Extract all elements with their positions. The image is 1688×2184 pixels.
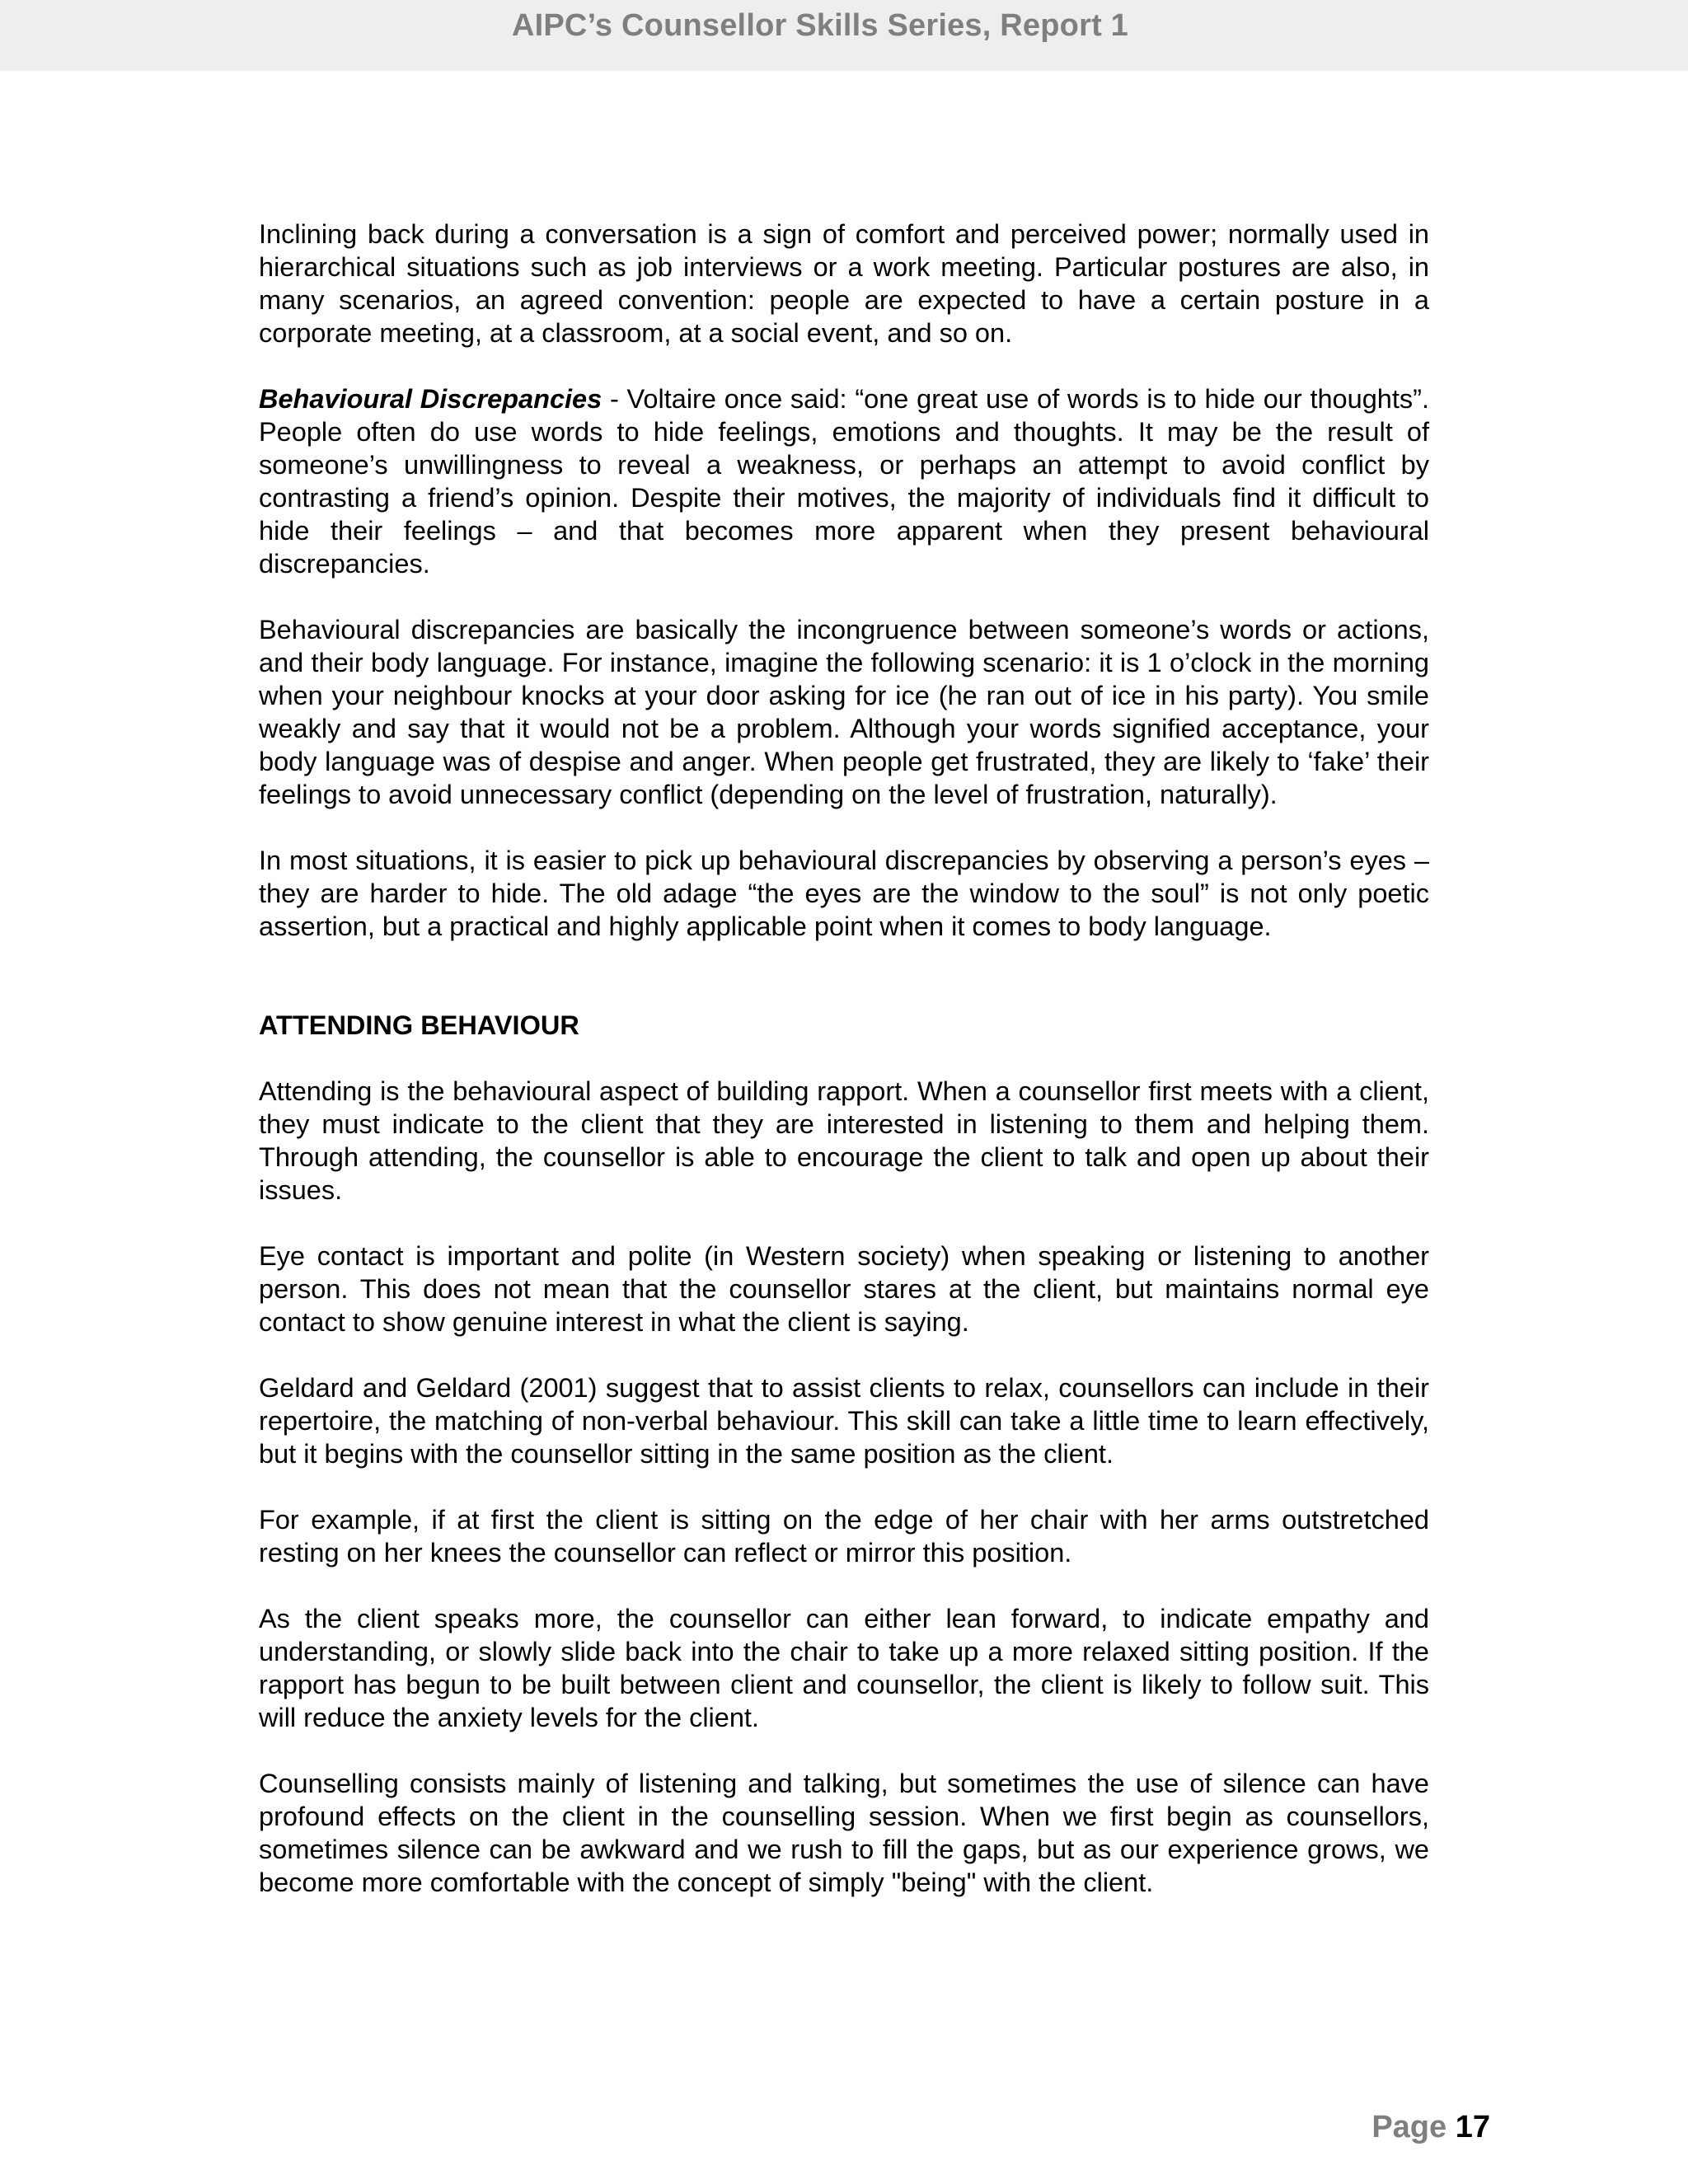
paragraph-discrepancies-definition: Behavioural discrepancies are basically the incongruence between someone’s words or actions, and their body language. For instance, imagine the following scenario: it is 1 o’clock in the morning when your neighbour knocks at your door asking for ice (he ran out of ice in his party). You smile weakly and say that it would not be a problem. Although your words signified acceptance, your body language was of despise and anger. When people get frustrated, they are likely to ‘fake’ their feelings to avoid unnecessary conflict (depending on the level of frustration, naturally). <box>259 615 1429 809</box>
page-header-band <box>0 0 1688 71</box>
paragraph-eye-contact: Eye contact is important and polite (in Western society) when speaking or listening to another person. This does not mean that the counsellor stares at the client, but maintains normal eye contact to show genuine interest in what the client is saying. <box>259 1241 1429 1337</box>
section-heading-attending-behaviour: ATTENDING BEHAVIOUR <box>259 1010 579 1040</box>
report-title: AIPC’s Counsellor Skills Series, Report 1 <box>511 8 1129 43</box>
document-body <box>259 218 1429 1932</box>
paragraph-attending: Attending is the behavioural aspect of building rapport. When a counsellor first meets with a client, they must indicate to the client that they are interested in listening to them and helping them. Through attending, the counsellor is able to encourage the client to talk and open up about their issues. <box>259 1076 1429 1205</box>
paragraph-client-speaks: As the client speaks more, the counsellor can either lean forward, to indicate empathy and understanding, or slowly slide back into the chair to take up a more relaxed sitting position. If the rapport has begun to be built between client and counsellor, the client is likely to follow suit. This will reduce the anxiety levels for the client. <box>259 1604 1429 1732</box>
page-label: Page <box>1372 2110 1447 2144</box>
paragraph-eyes: In most situations, it is easier to pick up behavioural discrepancies by observing a person’s eyes – they are harder to hide. The old adage “the eyes are the window to the soul” is not only poetic assertion, but a practical and highly applicable point when it comes to body language. <box>259 846 1429 941</box>
page-number-value: 17 <box>1455 2110 1490 2144</box>
behavioural-discrepancies-text: - Voltaire once said: “one great use of words is to hide our thoughts”. People often do use words to hide feelings, emotions and thoughts. It may be the result of someone’s unwillingness to reveal a weakness, or perhaps an attempt to avoid conflict by contrasting a friend’s opinion. Despite their motives, the majority of individuals find it difficult to hide their feelings – and that becomes more apparent when they present behavioural discrepancies. <box>259 384 1429 579</box>
paragraph-geldard: Geldard and Geldard (2001) suggest that to assist clients to relax, counsellors can include in their repertoire, the matching of non-verbal behaviour. This skill can take a little time to learn effectively, but it begins with the counsellor sitting in the same position as the client. <box>259 1373 1429 1469</box>
paragraph-inclining-back: Inclining back during a conversation is a sign of comfort and perceived power; normally used in hierarchical situations such as job interviews or a work meeting. Particular postures are also, in many scenarios, an agreed convention: people are expected to have a certain posture in a corporate meeting, at a classroom, at a social event, and so on. <box>259 219 1429 348</box>
page-number <box>1372 2110 1490 2145</box>
paragraph-silence: Counselling consists mainly of listening and talking, but sometimes the use of silence can have profound effects on the client in the counselling session. When we first begin as counsellors, sometimes silence can be awkward and we rush to fill the gaps, but as our experience grows, we become more comfortable with the concept of simply "being" with the client. <box>259 1769 1429 1897</box>
paragraph-for-example: For example, if at first the client is sitting on the edge of her chair with her arms outstretched resting on her knees the counsellor can reflect or mirror this position. <box>259 1505 1429 1568</box>
paragraph-behavioural-discrepancies <box>259 382 1429 580</box>
behavioural-discrepancies-lead: Behavioural Discrepancies <box>259 384 603 414</box>
